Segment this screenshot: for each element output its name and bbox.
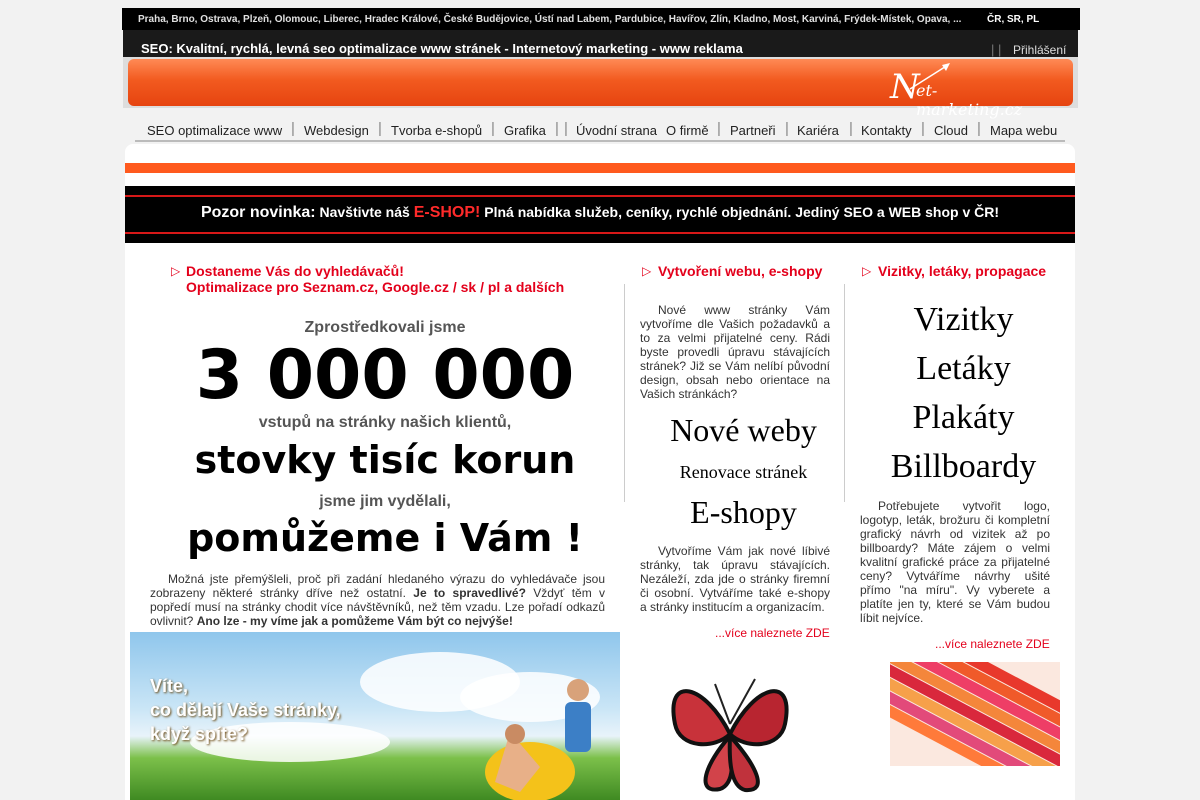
col2-paragraph2: Vytvoříme Vám jak nové líbivé stránky, tak úpravu stávajících. Nezáleží, zda jde o stránky firemní či osobní. Vytváříme také e-shopy a stránky institucím a organizacím. <box>640 544 830 614</box>
renovation-text: Renovace stránek <box>679 462 808 482</box>
notice-eshop-link[interactable]: E-SHOP! <box>413 204 481 221</box>
red-line-bottom <box>125 232 1075 234</box>
nav-separator: | <box>291 120 295 137</box>
colored-pencils-icon <box>890 662 1060 766</box>
col1-heading-line1: Dostaneme Vás do vyhledávačů! <box>186 263 404 279</box>
nav-separator: | <box>921 120 925 137</box>
nav-item-grafika[interactable]: Grafika <box>504 123 546 138</box>
visits-text: vstupů na stránky našich klientů, <box>258 414 512 431</box>
red-line-top <box>125 195 1075 197</box>
earned-text: jsme jim vydělali, <box>319 493 451 510</box>
divider-left <box>624 284 625 502</box>
logo-text: et-marketing.cz <box>916 81 1023 119</box>
notice-visit: Navštivte náš <box>319 204 410 220</box>
orange-stripe <box>125 163 1075 173</box>
nav-item-career[interactable]: Kariéra <box>797 123 839 138</box>
nav-separator: | <box>491 120 495 137</box>
word-flyers: Letáky <box>916 350 1011 387</box>
col1-para-part2: Vždyť těm v popředí musí na stránky chodit více návštěvníků, než těm vzadu. Lze pořadí odkazů ovlivnit? <box>150 586 606 628</box>
nav-separator: | <box>785 120 789 137</box>
nav-separator: | <box>555 120 559 137</box>
col1-heading[interactable] <box>186 263 564 295</box>
col2-paragraph1: Nové www stránky Vám vytvoříme dle Vašich požadavků a to za velmi přijatelné ceny. Rádi byste provedli úpravu stávajících stránek? Již se Vám nelíbí původní design, obsah nebo orientace na Vašich stránkách? <box>640 303 830 401</box>
nav-separator: | <box>564 120 568 137</box>
butterfly-image-icon <box>645 664 815 800</box>
col1-para-bold2: Ano lze - my víme jak a pomůžeme Vám být co nejvýše! <box>196 614 513 628</box>
login-link[interactable]: Přihlášení <box>1013 43 1067 57</box>
new-webs-text: Nové weby <box>670 412 817 448</box>
logo-letter: N <box>890 67 920 107</box>
nav-item-partners[interactable]: Partneři <box>730 123 776 138</box>
col2-heading[interactable]: Vytvoření webu, e-shopy <box>658 263 823 279</box>
col3-more-link[interactable]: ...více naleznete ZDE <box>935 637 1050 651</box>
col1-para-part1: Možná jste přemýšleli, proč při zadání hledaného výrazu do vyhledávače jsou zobrazeny některé stránky dříve než ostatní. <box>150 572 605 600</box>
bullet-triangle-icon: ▷ <box>642 264 652 278</box>
pencils-image <box>890 662 1060 766</box>
main-panel <box>125 144 1075 800</box>
nav-separator: | <box>849 120 853 137</box>
orange-banner <box>128 59 1073 119</box>
hundreds-text: stovky tisíc korun <box>194 438 576 482</box>
main-nav <box>122 118 1082 142</box>
nav-separator: | <box>717 120 721 137</box>
nav-item-seo[interactable]: SEO optimalizace www <box>147 123 283 138</box>
bullet-triangle-icon: ▷ <box>171 264 181 278</box>
bullet-triangle-icon: ▷ <box>862 264 872 278</box>
big-number: 3 000 000 <box>195 336 575 415</box>
city-bar <box>122 8 1080 30</box>
notice-prefix: Pozor novinka: <box>200 204 316 221</box>
col1-heading-line2: Optimalizace pro Seznam.cz, Google.cz / sk / pl a dalších <box>186 279 565 295</box>
header-banner <box>123 57 1078 119</box>
nav-item-sitemap[interactable]: Mapa webu <box>990 123 1058 138</box>
city-list[interactable]: Praha, Brno, Ostrava, Plzeň, Olomouc, Liberec, Hradec Králové, České Budějovice, Ústí nad Labem, Pardubice, Havířov, Zlín, Kladno, Most, Karviná, Frýdek-Místek, Opava, ... <box>138 14 962 25</box>
hero-line3: když spíte? <box>150 724 249 744</box>
mediated-text: Zprostředkovali jsme <box>304 319 466 336</box>
word-posters: Plakáty <box>912 399 1015 436</box>
nav-item-contacts[interactable]: Kontakty <box>861 123 912 138</box>
nav-separator: | <box>378 120 382 137</box>
col3-heading[interactable]: Vizitky, letáky, propagace <box>878 263 1047 279</box>
hero-line2: co dělají Vaše stránky, <box>150 700 341 720</box>
language-links[interactable]: ČR, SR, PL <box>987 14 1040 25</box>
notice-text[interactable] <box>125 204 1075 222</box>
col3-paragraph: Potřebujete vytvořit logo, logotyp, leták, brožuru či kompletní grafický návrh od vizitek až po billboardy? Máte zájem o velmi kvalitní grafické práce za přijatelné ceny? Vytváříme návrhy ušité přímo "na míru". Vy vyberete a platíte jen ty, které se Vám budou líbit nejvíce. <box>860 499 1050 625</box>
hero-text <box>150 674 341 746</box>
header-separator: | | <box>991 42 1002 57</box>
col2-more-link[interactable]: ...více naleznete ZDE <box>715 626 830 640</box>
nav-item-home[interactable]: Úvodní strana <box>576 123 657 138</box>
hero-line1: Víte, <box>150 676 189 696</box>
hero-image[interactable] <box>130 632 620 800</box>
divider-right <box>844 284 845 502</box>
notice-rest: Plná nabídka služeb, ceníky, rychlé objednání. Jediný SEO a WEB shop v ČR! <box>484 204 1000 220</box>
eshops-text: E-shopy <box>690 494 797 530</box>
site-tagline: SEO: Kvalitní, rychlá, levná seo optimalizace www stránek - Internetový marketing - www reklama <box>141 41 743 56</box>
nav-item-eshops[interactable]: Tvorba e-shopů <box>391 123 483 138</box>
site-logo[interactable] <box>890 67 1040 119</box>
nav-separator: | <box>977 120 981 137</box>
nav-item-webdesign[interactable]: Webdesign <box>304 123 369 138</box>
people-illustration-icon <box>470 672 610 800</box>
help-text: pomůžeme i Vám ! <box>187 516 583 560</box>
nav-underline <box>135 140 1065 142</box>
site-header <box>123 30 1078 119</box>
word-business-cards: Vizitky <box>913 301 1014 338</box>
col1-paragraph <box>150 572 605 628</box>
nav-item-about[interactable]: O firmě <box>666 123 709 138</box>
word-billboards: Billboardy <box>890 448 1037 485</box>
col1-para-bold1: Je to spravedlivé? <box>413 586 526 600</box>
nav-item-cloud[interactable]: Cloud <box>934 123 968 138</box>
